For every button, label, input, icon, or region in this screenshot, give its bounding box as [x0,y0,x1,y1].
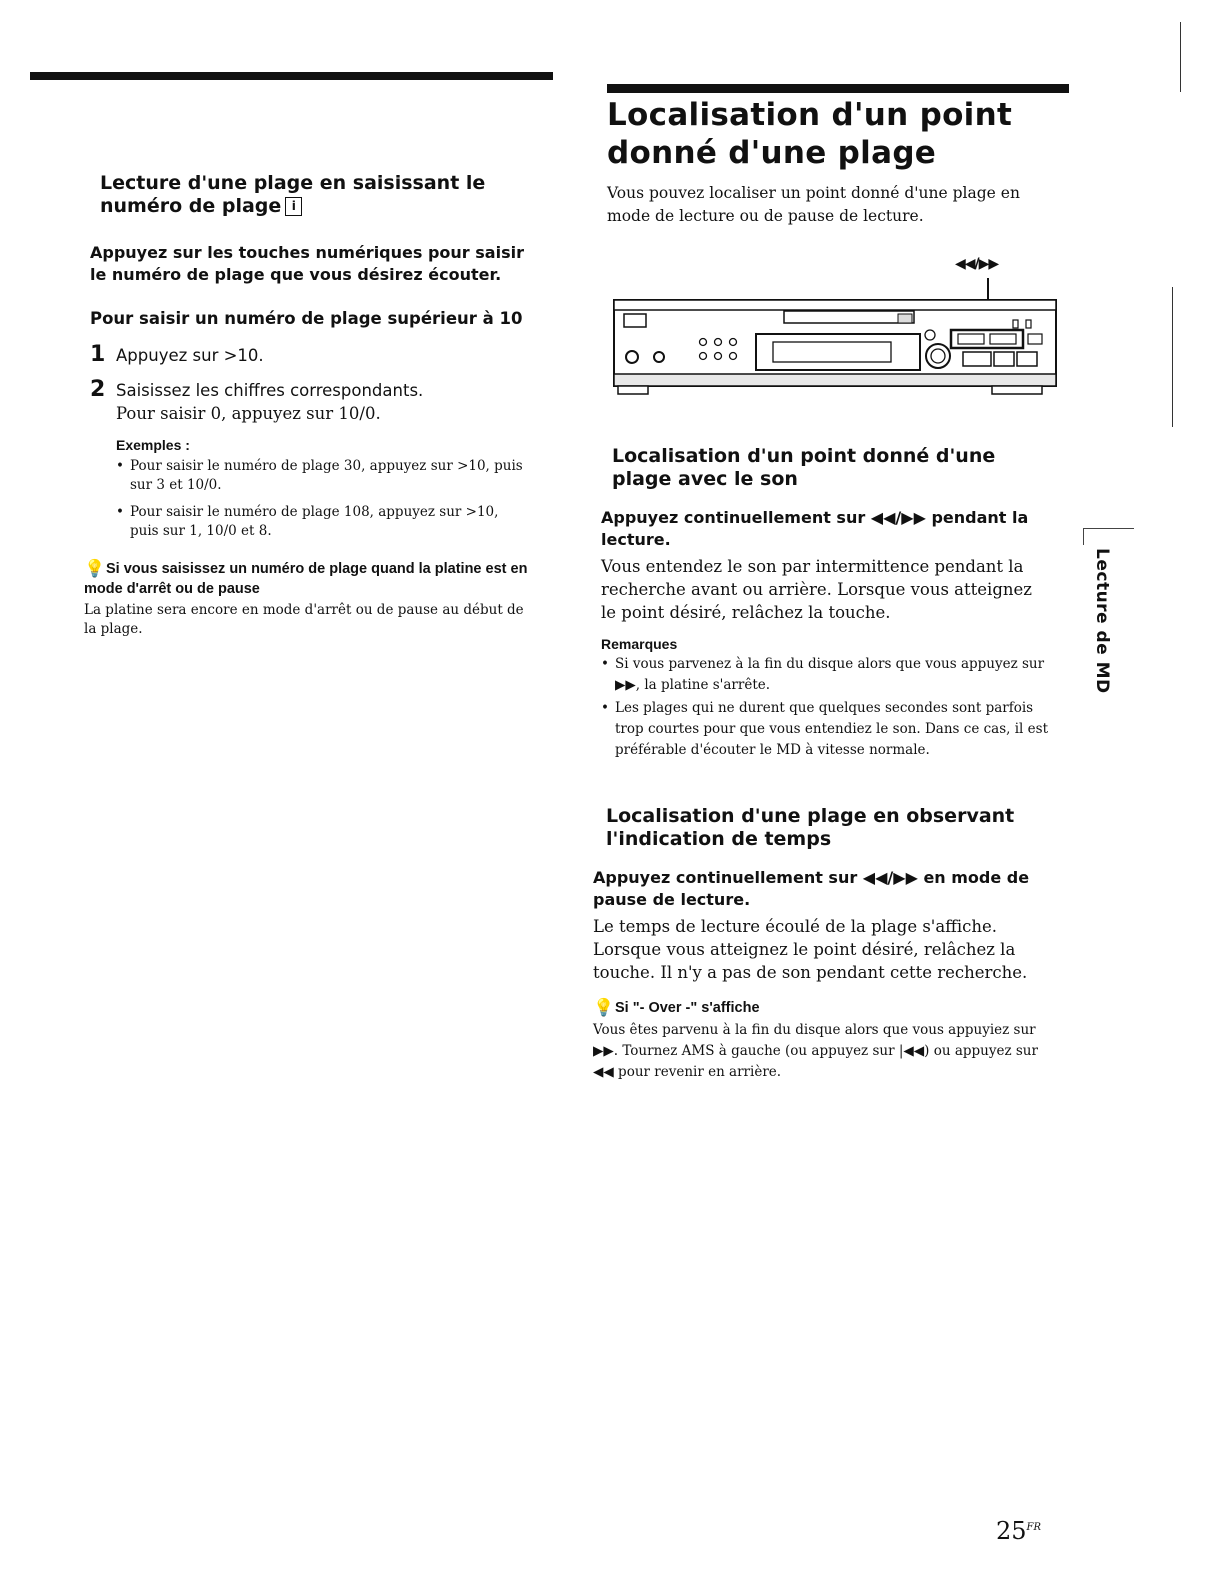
page-suffix: FR [1026,1522,1042,1533]
step-text: Saisissez les chiffres correspondants. [116,381,424,400]
step-2 [90,377,549,425]
info-icon: i [285,197,302,216]
examples-title: Exemples : [116,437,190,453]
step-number: 1 [90,342,106,367]
remark-item: • Si vous parvenez à la fin du disque alors que vous appuyez sur ▶▶, la platine s'arrête. [601,654,1056,696]
right-edge-line [1180,22,1181,92]
section-title-time-indication: Localisation d'une plage en observant l'indication de temps [606,805,1015,850]
top-rule-right [607,84,1069,93]
side-tab-bracket [1083,528,1134,545]
md-deck-diagram [608,278,1063,408]
sec1-instruction: Appuyez continuellement sur ◀◀/▶▶ pendant la lecture. [601,508,1029,549]
example-item: • Pour saisir le numéro de plage 108, appuyez sur >10, puis sur 1, 10/0 et 8. [116,503,524,541]
sec2-instruction: Appuyez continuellement sur ◀◀/▶▶ en mode de pause de lecture. [593,868,1030,909]
example-item: • Pour saisir le numéro de plage 30, appuyez sur >10, puis sur 3 et 10/0. [116,457,524,495]
tip-text-left: La platine sera encore en mode d'arrêt ou de pause au début de la plage. [84,602,524,638]
sec1-text: Vous entendez le son par intermittence pendant la recherche avant ou arrière. Lorsque vous atteignez le point désiré, relâchez la touche. [601,557,1032,622]
step-number: 2 [90,377,106,402]
remark-item: • Les plages qui ne durent que quelques secondes sont parfois trop courtes pour que vous entendiez le son. Dans ce cas, il est préférable d'écouter le MD à vitesse normale. [601,698,1056,761]
side-tab-label: Lecture de MD [1092,548,1112,694]
remarks-title: Remarques [601,636,678,652]
disc-slot [784,311,914,323]
step-text: Appuyez sur >10. [116,346,264,365]
step-detail: Pour saisir 0, appuyez sur 10/0. [116,404,381,423]
tip-title-right: 💡Si "- Over -" s'affiche [593,998,760,1018]
page-title: Localisation d'un point donné d'une plage [607,97,1013,171]
sec2-text: Le temps de lecture écoulé de la plage s'affiche. Lorsque vous atteignez le point désiré, relâchez la touche. Il n'y a pas de son pendant cette recherche. [593,917,1028,982]
subhead-over-10: Pour saisir un numéro de plage supérieur à 10 [90,309,523,328]
intro-text: Vous pouvez localiser un point donné d'une plage en mode de lecture ou de pause de lecture. [607,184,1020,225]
step-1 [90,342,549,367]
tip-icon: 💡 [84,559,106,579]
section-title-track-number: Lecture d'une plage en saisissant le numéro de plage i [100,172,486,217]
tip-title-left: 💡Si vous saisissez un numéro de plage quand la platine est en mode d'arrêt ou de pause [84,559,528,598]
examples-list [116,457,524,541]
remarks-list [601,654,1056,761]
right-column-lower [593,445,1061,1083]
top-rule-left [30,72,553,80]
intro-instruction: Appuyez sur les touches numériques pour saisir le numéro de plage que vous désirez écouter. [90,243,524,284]
page-number: $25^{FR}$ [996,1517,1042,1545]
power-button [624,314,646,327]
diagram-label: ◀◀/▶▶ [955,256,999,272]
left-column [84,172,549,639]
right-edge-line-2 [1172,287,1173,427]
tip-icon: 💡 [593,998,615,1018]
section-title-with-sound: Localisation d'un point donné d'une plage avec le son [612,445,996,490]
tip-text-right: Vous êtes parvenu à la fin du disque alors que vous appuyiez sur ▶▶. Tournez AMS à gauche (ou appuyez sur |◀◀) ou appuyez sur ◀◀ pour revenir en arrière. [593,1022,1038,1081]
right-column [607,96,1067,228]
